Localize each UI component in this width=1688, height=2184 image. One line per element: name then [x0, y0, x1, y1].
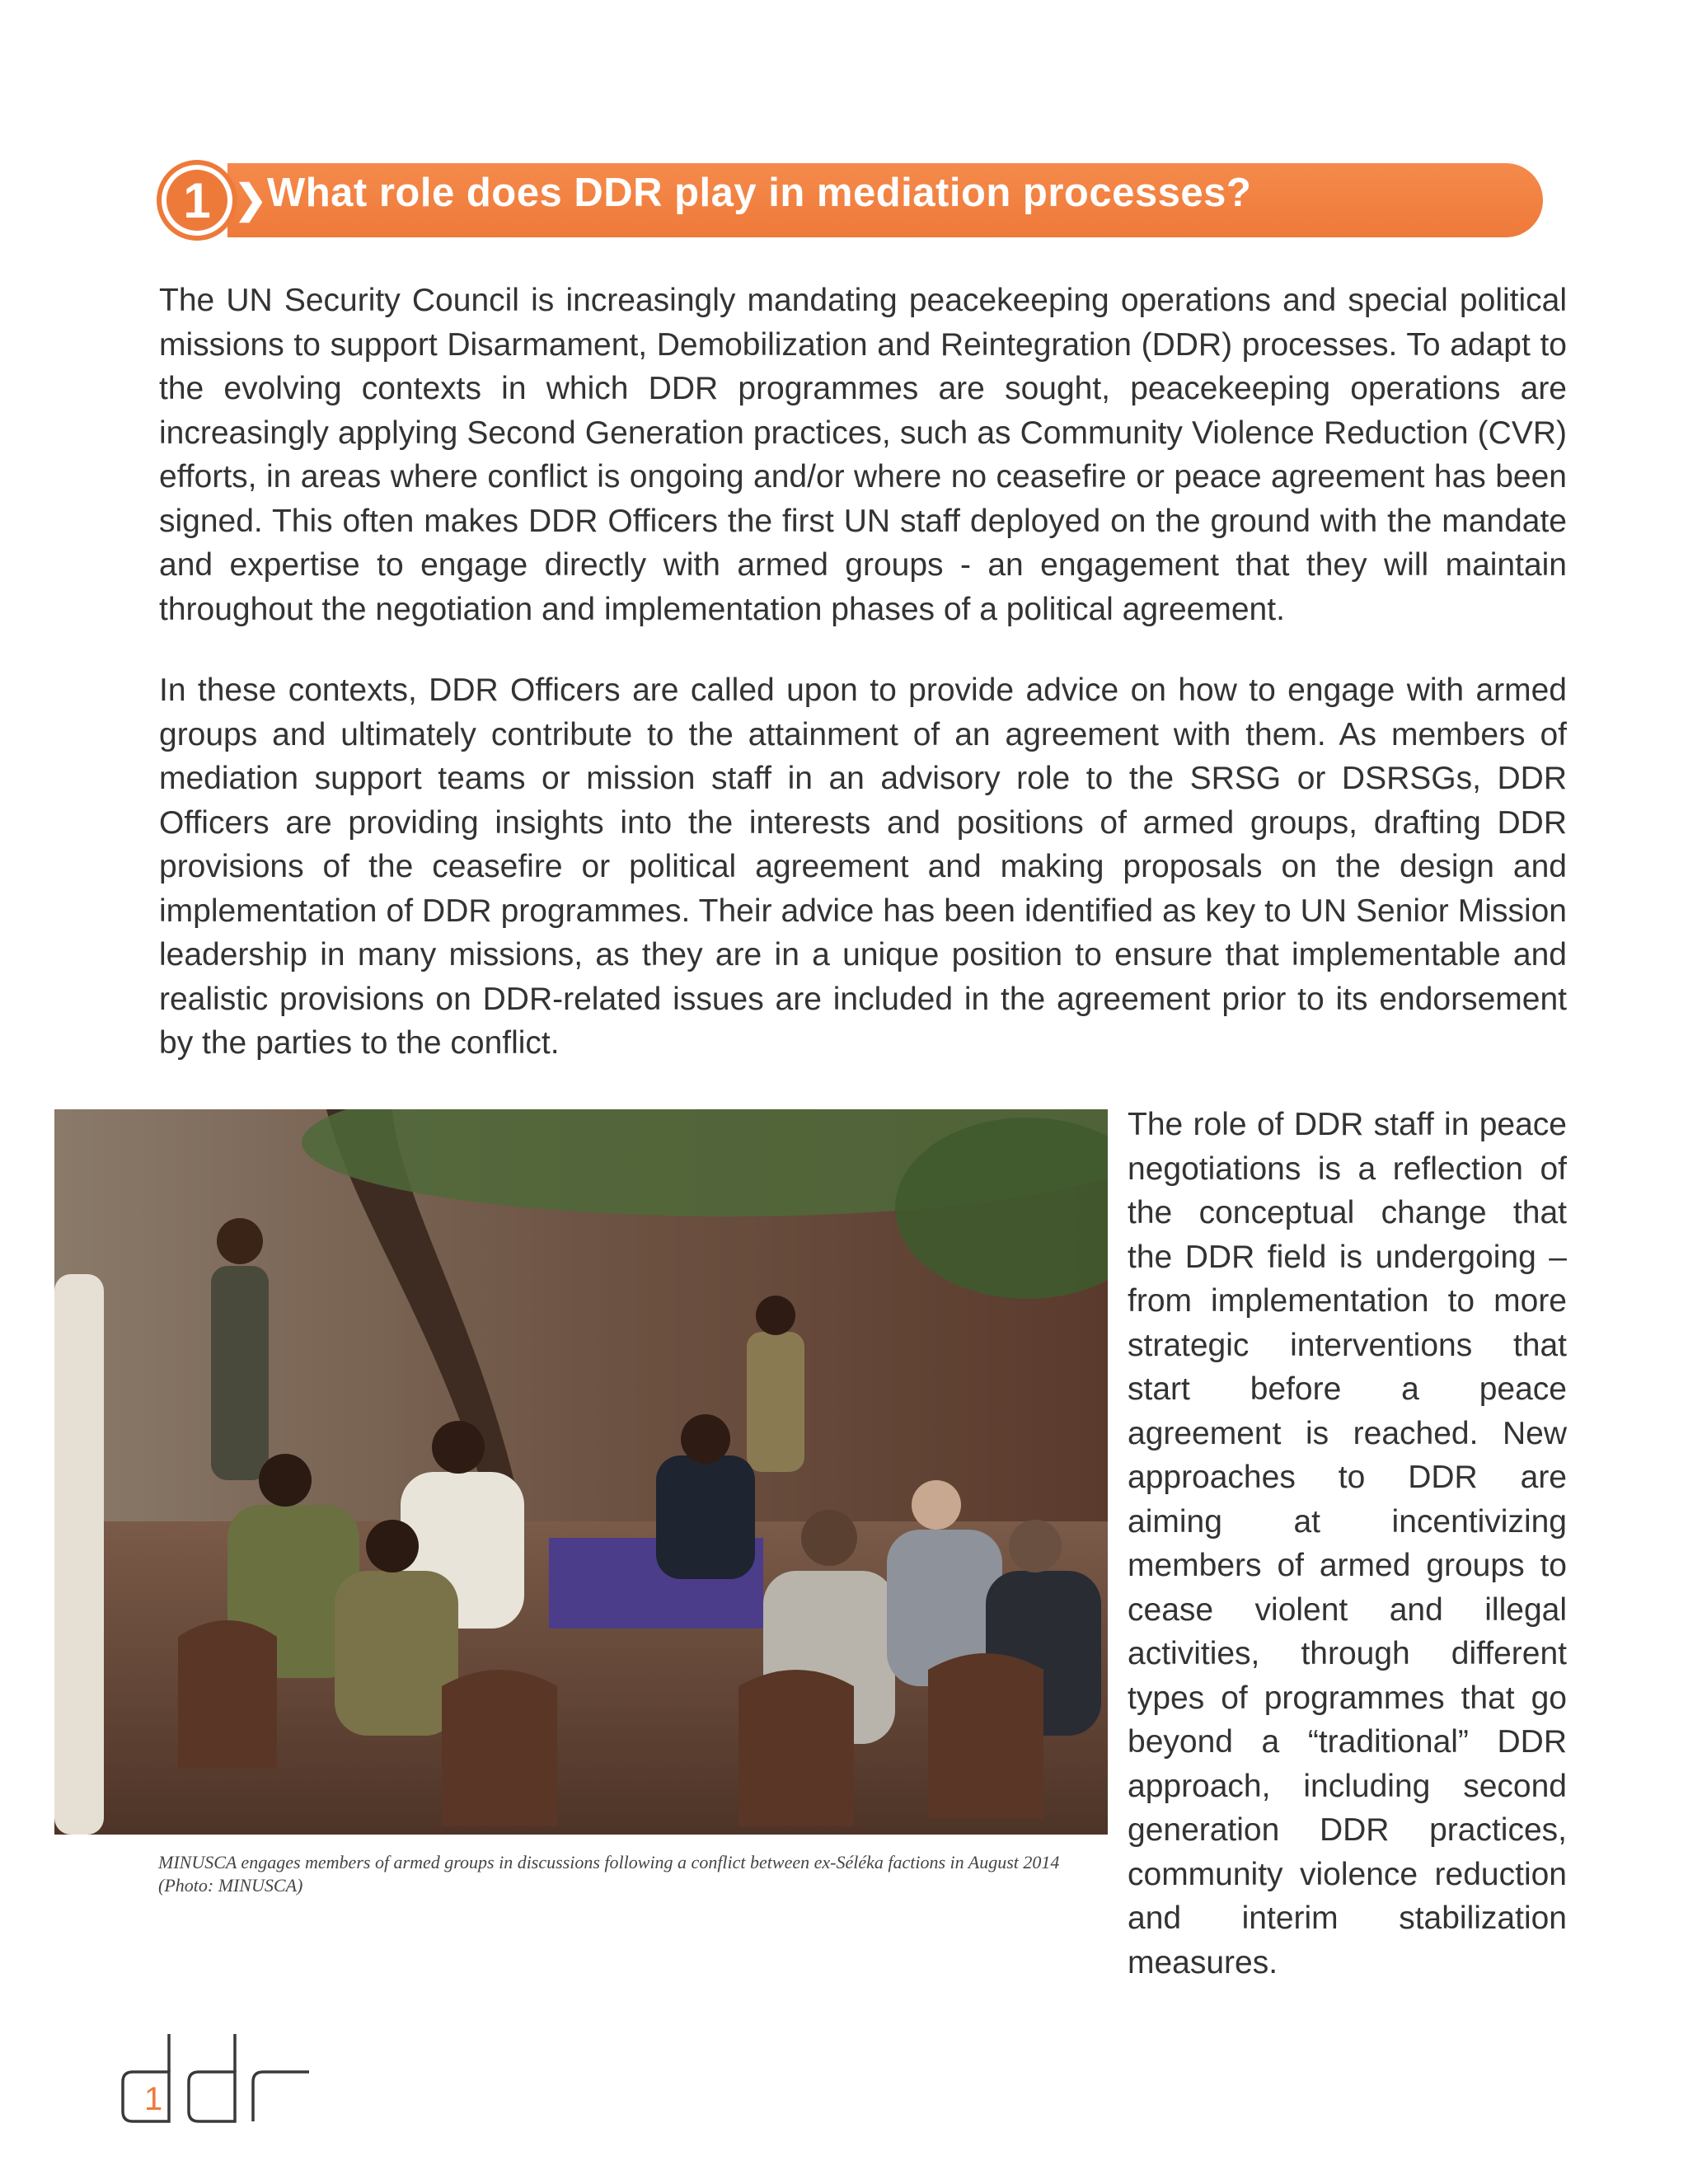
body-paragraph-1: The UN Security Council is increasingly mandating peacekeeping operations and special political missions to support Disarmament, Demobilization and Reintegration (DDR) processes. To adapt to the evolving contexts in which DDR programmes are sought, peacekeeping operations are increasingly applying Second Generation practices, such as Community Violence Reduction (CVR) efforts, in areas where conflict is ongoing and/or where no ceasefire or peace agreement has been signed. This often makes DDR Officers the first UN staff deployed on the ground with the mandate and expertise to engage directly with armed groups - an engagement that they will maintain throughout the negotiation and implementation phases of a political agreement.	[159, 283, 1567, 627]
caption-line-1: MINUSCA engages members of armed groups in discussions following a conflict between ex-Séléka factions in August 2014	[158, 1852, 1060, 1872]
section-number-badge: 1	[162, 165, 232, 236]
ddr-logo	[120, 2031, 350, 2130]
side-paragraph: The role of DDR staff in peace negotiations is a reflection of the conceptual change that the DDR field is undergoing – from implementation to more strategic interventions that start before a peace agreement is reached. New approaches to DDR are aiming at incentivizing members of armed groups to cease violent and illegal activities, through different types of programmes that go beyond a “traditional” DDR approach, including second generation DDR practices, community violence reduction and interim stabilization measures.	[1128, 1107, 1567, 1980]
section-header	[162, 162, 1543, 239]
body-paragraph-2: In these contexts, DDR Officers are called upon to provide advice on how to engage with armed groups and ultimately contribute to the attainment of an agreement with them. As members of mediation support teams or mission staff in an advisory role to the SRSG or DSRSGs, DDR Officers are providing insights into the interests and positions of armed groups, drafting DDR provisions of the ceasefire or political agreement and making proposals on the design and implementation of DDR programmes. Their advice has been identified as key to UN Senior Mission leadership in many missions, as they are in a unique position to ensure that implementable and realistic provisions on DDR-related issues are included in the agreement prior to its endorsement by the parties to the conflict.	[159, 673, 1567, 1061]
chevron-right-icon: ❯	[234, 178, 268, 222]
caption-line-2: (Photo: MINUSCA)	[158, 1875, 303, 1896]
page-number: 1	[144, 2081, 163, 2117]
section-title: What role does DDR play in mediation processes?	[267, 171, 1252, 215]
photo-caption	[158, 1851, 1098, 1897]
meeting-photo	[54, 1109, 1108, 1835]
